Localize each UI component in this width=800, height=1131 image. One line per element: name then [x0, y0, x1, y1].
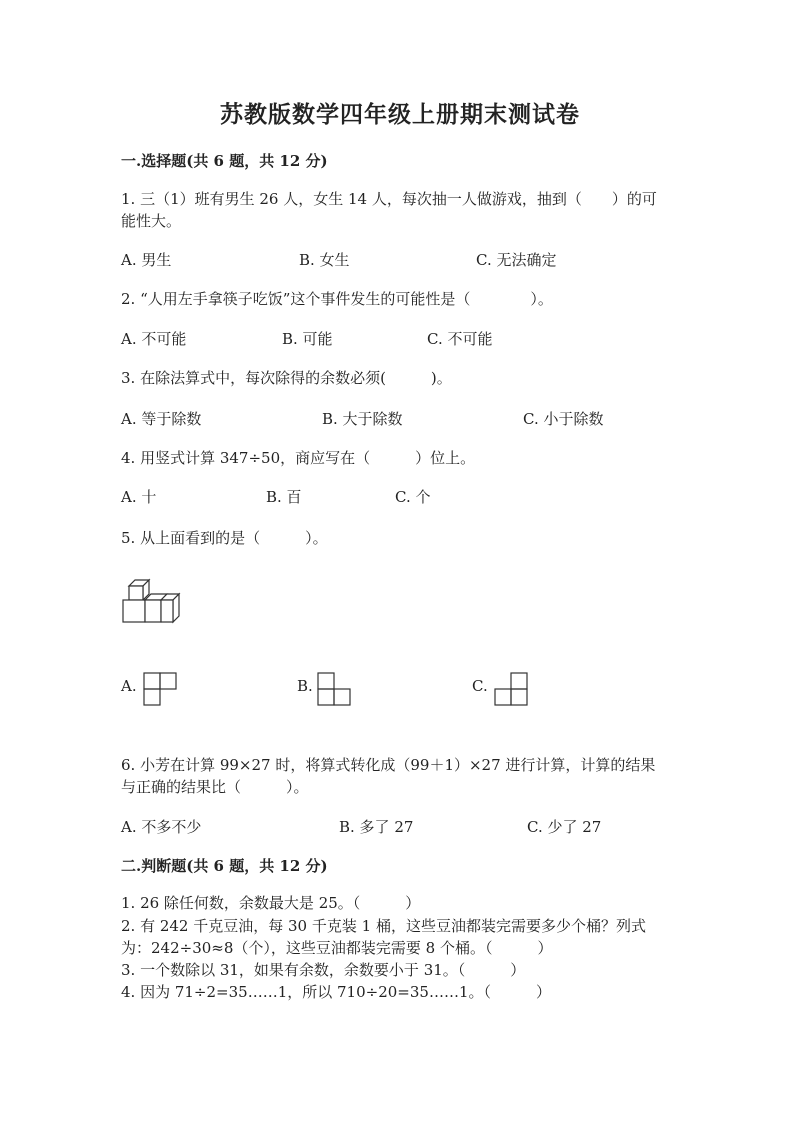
q3-option-c: C. 小于除数	[523, 410, 604, 428]
q6-line-1: 6. 小芳在计算 99×27 时，将算式转化成（99＋1）×27 进行计算，计算的结果	[121, 756, 656, 774]
q4-line-1: 4. 用竖式计算 347÷50，商应写在（ ）位上。	[121, 449, 476, 467]
q3-option-a: A. 等于除数	[121, 410, 202, 428]
q2-option-c: C. 不可能	[427, 330, 493, 348]
s2-line-2: 2. 有 242 千克豆油，每 30 千克装 1 桶，这些豆油都装完需要多少个桶？列式	[121, 917, 646, 935]
s2-line-3: 为：242÷30≈8（个），这些豆油都装完需要 8 个桶。（ ）	[121, 939, 553, 957]
section-1-heading: 一.选择题(共 6 题，共 12 分)	[121, 152, 328, 170]
q5-option-b-figure	[317, 672, 353, 708]
q5-option-b: B.	[297, 677, 313, 695]
q1-line-2: 能性大。	[121, 212, 182, 230]
q3-option-b: B. 大于除数	[322, 410, 403, 428]
q2-option-a: A. 不可能	[121, 330, 187, 348]
q5-option-a-figure	[143, 672, 179, 708]
q2-option-b: B. 可能	[282, 330, 333, 348]
q6-option-b: B. 多了 27	[339, 818, 414, 836]
q4-option-b: B. 百	[266, 488, 302, 506]
q5-option-a: A.	[121, 677, 137, 695]
q4-option-a: A. 十	[121, 488, 157, 506]
q5-option-c: C.	[472, 677, 488, 695]
q3-line-1: 3. 在除法算式中，每次除得的余数必须( )。	[121, 369, 452, 387]
s2-line-5: 4. 因为 71÷2=35……1，所以 710÷20=35……1。（ ）	[121, 983, 551, 1001]
q1-option-b: B. 女生	[299, 251, 350, 269]
s2-line-4: 3. 一个数除以 31，如果有余数，余数要小于 31。（ ）	[121, 961, 526, 979]
q4-option-c: C. 个	[395, 488, 431, 506]
s2-line-1: 1. 26 除任何数，余数最大是 25。（ ）	[121, 894, 421, 912]
q1-line-1: 1. 三（1）班有男生 26 人，女生 14 人，每次抽一人做游戏，抽到（ ）的可	[121, 190, 657, 208]
q6-line-2: 与正确的结果比（ ）。	[121, 778, 309, 796]
q5-line-1: 5. 从上面看到的是（ ）。	[121, 529, 328, 547]
section-2-heading: 二.判断题(共 6 题，共 12 分)	[121, 857, 328, 875]
q1-option-c: C. 无法确定	[476, 251, 557, 269]
q2-line-1: 2. “人用左手拿筷子吃饭”这个事件发生的可能性是（ ）。	[121, 290, 553, 308]
q5-option-c-figure	[494, 672, 530, 708]
q1-option-a: A. 男生	[121, 251, 172, 269]
q6-option-a: A. 不多不少	[121, 818, 202, 836]
q6-option-c: C. 少了 27	[527, 818, 602, 836]
page-title: 苏教版数学四年级上册期末测试卷	[220, 101, 580, 128]
cube-stack-figure	[121, 578, 183, 628]
